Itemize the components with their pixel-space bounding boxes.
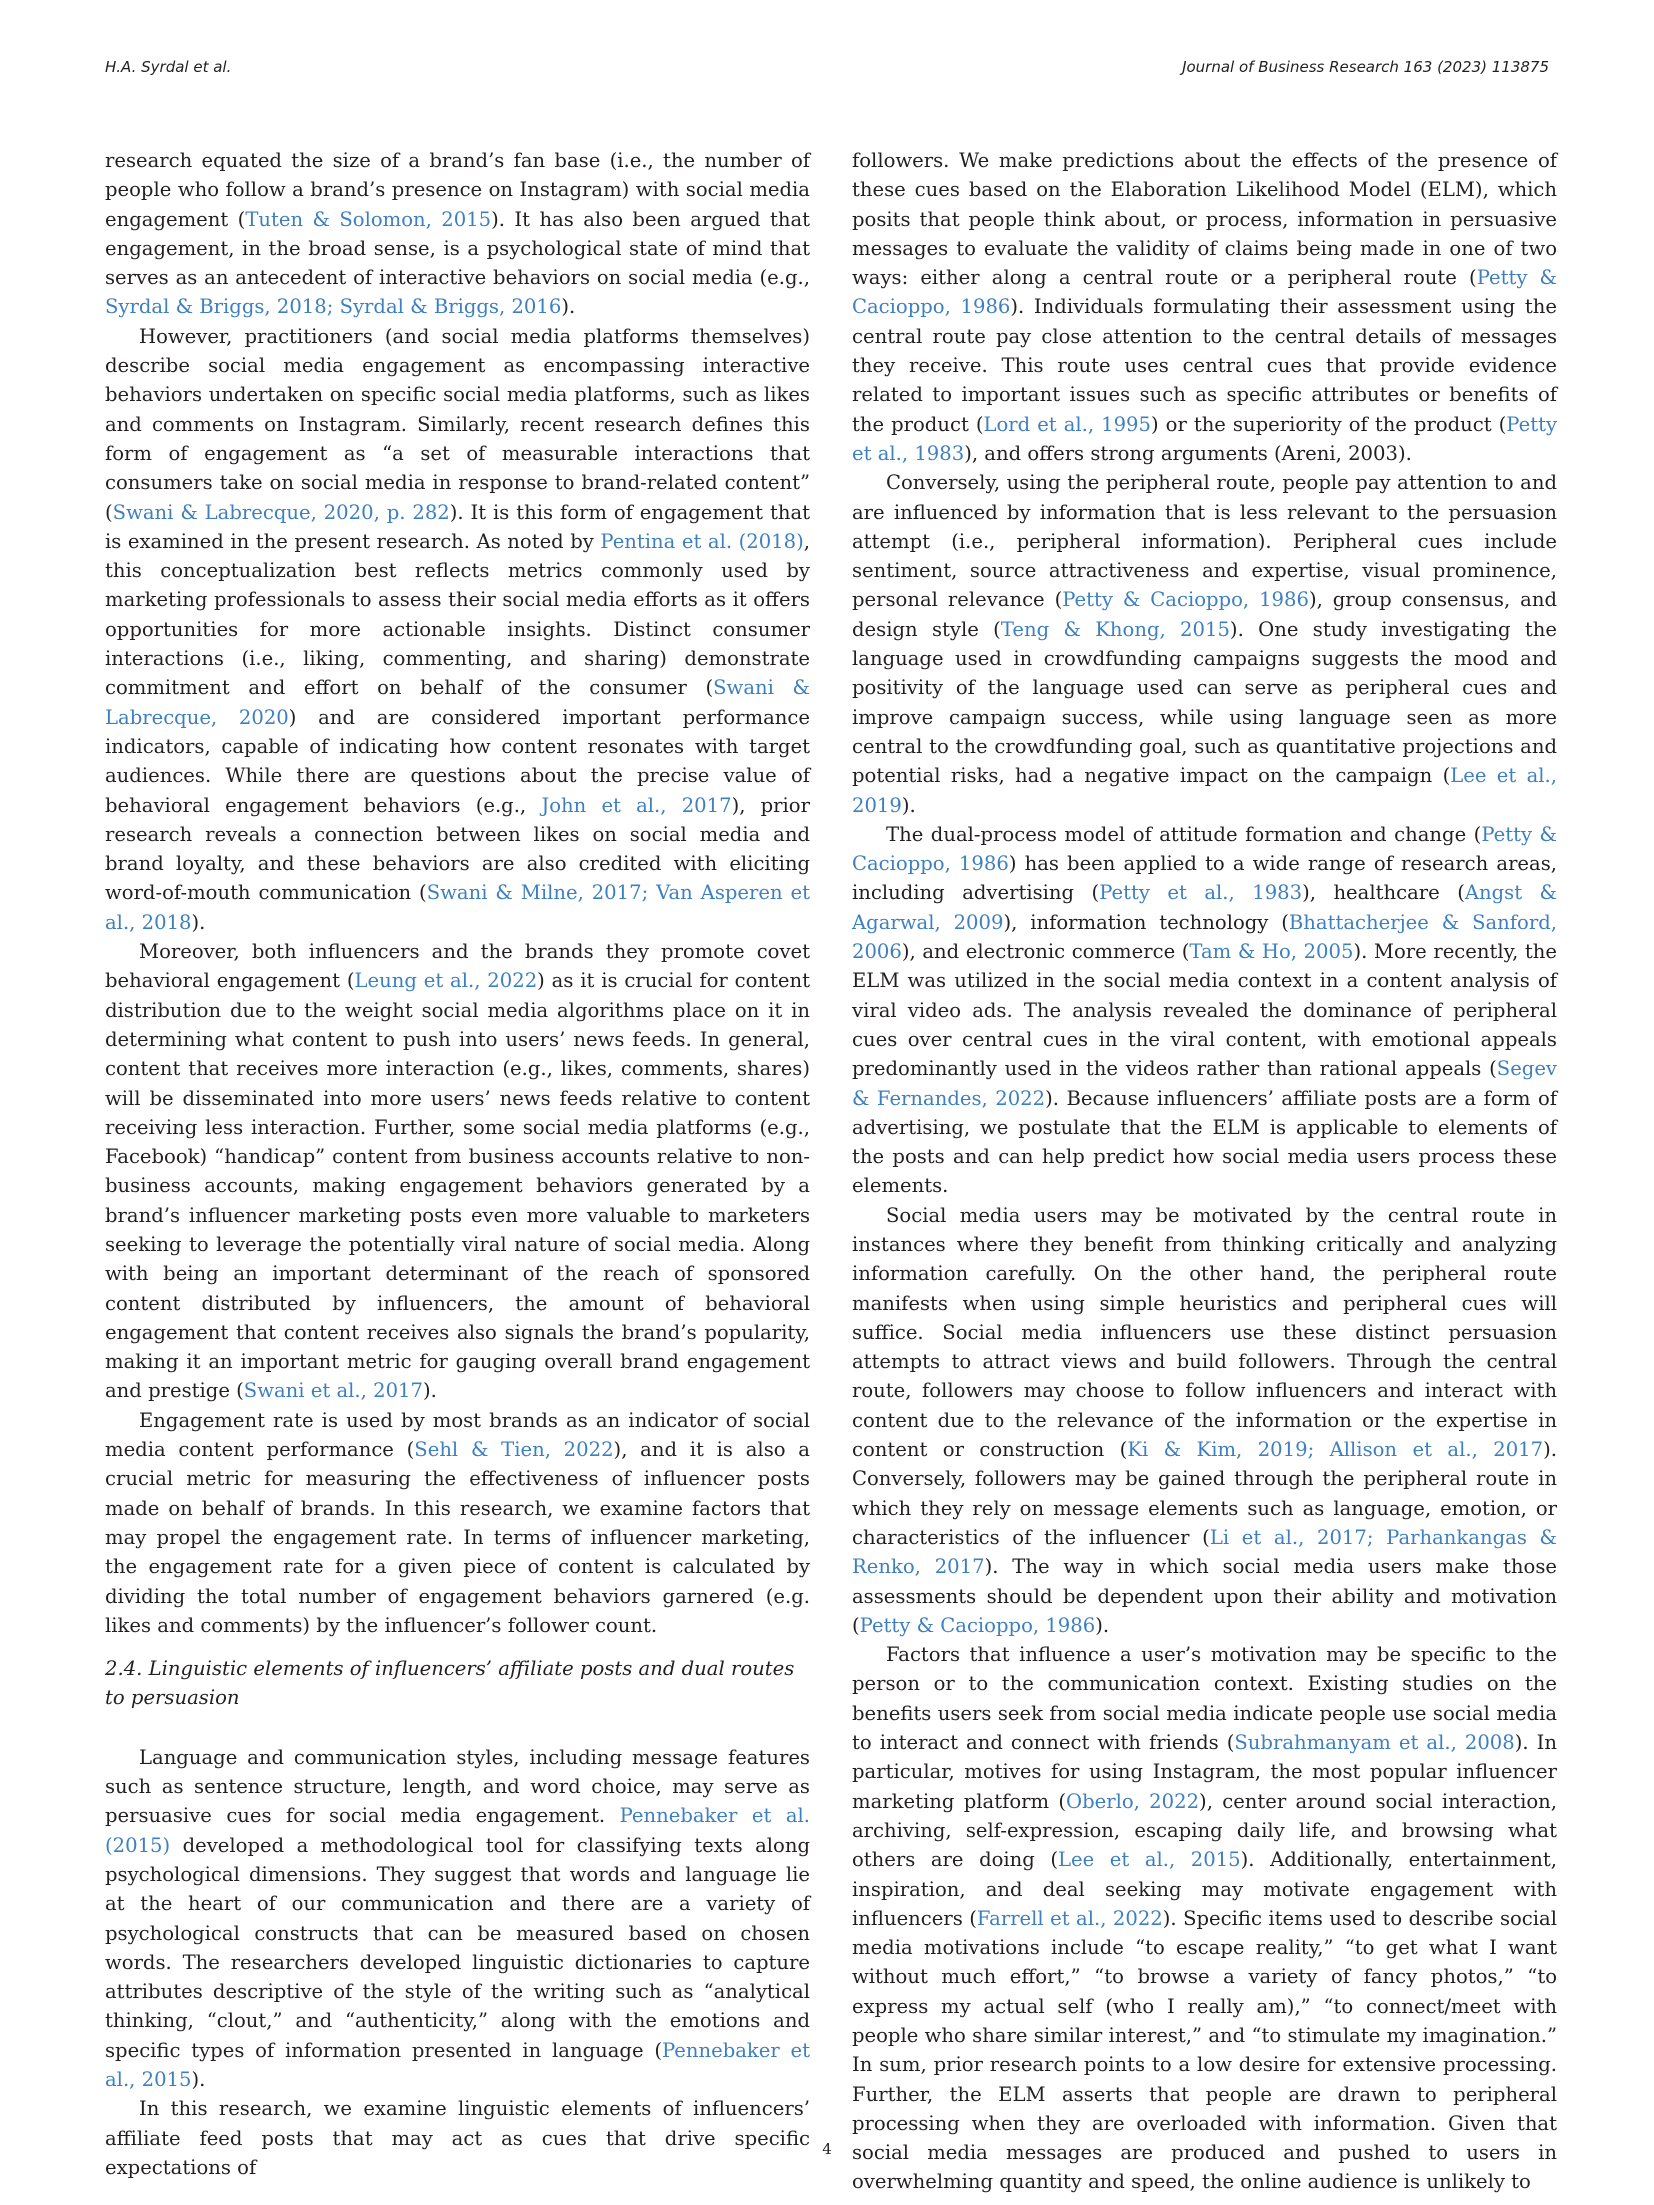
text-run: followers. We make predictions about the effects of the presence of these cues based on the Elaboration Likelihood Model (ELM), which posits that people think about, or process, information in persuasive messages to evaluate the validity of claims being made in one of two ways: either along a central route or a peripheral route (: [852, 149, 1557, 290]
text-run: ). In particular, motives for using Instagram, the most popular influencer marketing platform (: [852, 1731, 1557, 1813]
text-run: The dual-process model of attitude formation and change (: [886, 822, 1482, 846]
text-run: Engagement rate is used by most brands as an indicator of social media content performance (: [105, 1408, 810, 1462]
text-run: ). Additionally, entertainment, inspiration, and deal seeking may motivate engagement with influencers (: [852, 1848, 1557, 1930]
citation-link[interactable]: Tam & Ho, 2005: [1189, 940, 1354, 964]
text-run: ).: [422, 1379, 437, 1403]
citation-link[interactable]: Pennebaker et al., 2015: [105, 2038, 810, 2091]
text-run: ).: [1095, 1613, 1110, 1637]
citation-link[interactable]: Swani et al., 2017: [243, 1379, 423, 1403]
text-run: ). It has also been argued that engagement, in the broad sense, is a psychological state of mind that serves as an antecedent of interactive behaviors on social media (e.g.,: [105, 207, 810, 290]
citation-link[interactable]: Pentina et al. (2018): [600, 529, 804, 553]
text-run: ), group consensus, and design style (: [852, 588, 1557, 641]
citation-link[interactable]: Petty et al., 1983: [1099, 881, 1303, 905]
citation-link[interactable]: Swani & Labrecque, 2020: [105, 676, 810, 729]
citation-link[interactable]: Lee et al., 2015: [1058, 1848, 1241, 1872]
citation-link[interactable]: Bhattacherjee & Sanford, 2006: [852, 910, 1557, 964]
text-run: ). Specific items used to describe social media motivations include “to escape reality,” “to get what I want without much effort,” “to browse a variety of fancy photos,” “to express my actual self (who I really am),” “to connect/meet with people who share similar interest,” and “to stimulate my imagination.” In sum, prior research points to a low desire for extensive processing. Further, the ELM asserts that people are drawn to peripheral processing when they are overloaded with information. Given that social media messages are produced and pushed to users in overwhelming quantity and speed, the online audience is unlikely to: [852, 1906, 1557, 2194]
text-run: In this research, we examine linguistic elements of influencers’ affiliate feed posts that may act as cues that drive specific expectations of: [105, 2097, 810, 2179]
text-run: ). More recently, the ELM was utilized in the social media context in a content analysis of viral video ads. The analysis revealed the dominance of peripheral cues over central cues in the viral content, with emotional appeals predominantly used in the videos rather than rational appeals (: [852, 940, 1558, 1081]
citation-link[interactable]: Li et al., 2017; Parhankangas & Renko, 2017: [852, 1525, 1557, 1579]
text-run: ). The way in which social media users make those assessments should be dependent upon their ability and motivation (: [852, 1555, 1557, 1637]
text-run: ). One study investigating the language used in crowdfunding campaigns suggests the mood and positivity of the language used can serve as peripheral cues and improve campaign success, while using language seen as more central to the crowdfunding goal, such as quantitative projections and potential risks, had a negative impact on the campaign (: [852, 617, 1557, 788]
citation-link[interactable]: Petty & Cacioppo, 1986: [859, 1613, 1096, 1637]
paragraph: [105, 1406, 810, 1640]
citation-link[interactable]: Swani & Labrecque, 2020, p. 282: [112, 500, 450, 524]
running-head-authors: H.A. Syrdal et al.: [105, 58, 232, 76]
text-run: ). Because influencers’ affiliate posts are a form of advertising, we postulate that the ELM is applicable to elements of the posts and can help predict how social media users process these elements.: [852, 1086, 1558, 1198]
citation-link[interactable]: Leung et al., 2022: [354, 969, 538, 993]
paragraph: [852, 1201, 1557, 1640]
paragraph: [852, 820, 1557, 1201]
text-run: developed a methodological tool for classifying texts along psychological dimensions. They suggest that words and language lie at the heart of our communication and there are a variety of psychological constructs that can be measured based on chosen words. The researchers developed linguistic dictionaries to capture attributes descriptive of the style of the writing such as “analytical thinking, “clout,” and “authenticity,” along with the emotions and specific types of information presented in language (: [105, 1833, 810, 2062]
text-run: ), center around social interaction, archiving, self-expression, escaping daily life, and browsing what others are doing (: [852, 1789, 1557, 1872]
text-run: research equated the size of a brand’s fan base (i.e., the number of people who follow a brand’s presence on Instagram) with social media engagement (: [105, 149, 810, 231]
citation-link[interactable]: Teng & Khong, 2015: [1000, 617, 1230, 641]
paragraph: [105, 146, 810, 322]
citation-link[interactable]: Lord et al., 1995: [983, 412, 1151, 436]
text-run: ) and are considered important performance indicators, capable of indicating how content resonates with target audiences. While there are questions about the precise value of behavioral engagement behaviors (e.g.,: [105, 705, 810, 817]
citation-link[interactable]: Lee et al., 2019: [852, 764, 1557, 817]
citation-link[interactable]: Farrell et al., 2022: [976, 1906, 1163, 1930]
citation-link[interactable]: Oberlo, 2022: [1066, 1789, 1200, 1813]
paragraph: [105, 322, 810, 937]
citation-link[interactable]: Sehl & Tien, 2022: [414, 1438, 614, 1462]
text-run: , this conceptualization best reflects metrics commonly used by marketing professionals to assess their social media efforts as it offers opportunities for more actionable insights. Distinct consumer interactions (i.e., liking, commenting, and sharing) demonstrate commitment and effort on behalf of the consumer (: [105, 529, 810, 700]
text-run: ).: [561, 295, 576, 319]
citation-link[interactable]: John et al., 2017: [541, 793, 732, 817]
paragraph: [105, 2094, 810, 2182]
text-run: ), healthcare (: [1302, 881, 1465, 905]
text-run: Social media users may be motivated by the central route in instances where they benefit from thinking critically and analyzing information carefully. On the other hand, the peripheral route manifests when using simple heuristics and peripheral cues will suffice. Social media influencers use these distinct persuasion attempts to attract views and build followers. Through the central route, followers may choose to follow influencers and interact with content due to the relevance of the information or the expertise in content or construction (: [852, 1203, 1557, 1462]
text-run: ), and it is also a crucial metric for measuring the effectiveness of influencer posts made on behalf of brands. In this research, we examine factors that may propel the engagement rate. In terms of influencer marketing, the engagement rate for a given piece of content is calculated by dividing the total number of engagement behaviors garnered (e.g. likes and comments) by the influencer’s follower count.: [105, 1438, 810, 1637]
text-run: ), and electronic commerce (: [901, 940, 1190, 964]
paragraph: [852, 468, 1557, 820]
text-run: Language and communication styles, including message features such as sentence structure, length, and word choice, may serve as persuasive cues for social media engagement.: [105, 1745, 810, 1828]
text-run: ).: [191, 910, 206, 934]
citation-link[interactable]: Subrahmanyam et al., 2008: [1234, 1731, 1515, 1755]
citation-link[interactable]: Petty & Cacioppo, 1986: [852, 266, 1557, 319]
citation-link[interactable]: Segev & Fernandes, 2022: [852, 1057, 1557, 1110]
text-run: ). Conversely, followers may be gained through the peripheral route in which they rely on message elements such as language, emotion, or characteristics of the influencer (: [852, 1438, 1557, 1549]
text-run: ).: [191, 2068, 206, 2091]
citation-link[interactable]: Pennebaker et al. (2015): [105, 1804, 810, 1857]
citation-link[interactable]: Petty et al., 1983: [852, 412, 1558, 465]
paragraph: [105, 1743, 810, 2095]
paragraph: [105, 937, 810, 1406]
text-run: ).: [901, 793, 916, 817]
section-heading: 2.4. Linguistic elements of influencers’ affiliate posts and dual routes to persuasion: [105, 1657, 795, 1710]
text-run: ) or the superiority of the product (: [1150, 412, 1507, 436]
right-column: [852, 146, 1557, 2197]
citation-link[interactable]: Petty & Cacioppo, 1986: [1062, 588, 1309, 612]
citation-link[interactable]: Angst & Agarwal, 2009: [852, 881, 1558, 934]
text-run: ), and offers strong arguments (Areni, 2003).: [964, 441, 1412, 465]
page-number: 4: [822, 2140, 832, 2158]
paragraph: [852, 146, 1557, 468]
text-run: Conversely, using the peripheral route, people pay attention to and are influenced by information that is less relevant to the persuasion attempt (i.e., peripheral information). Peripheral cues include sentiment, source attractiveness and expertise, visual prominence, personal relevance (: [852, 471, 1557, 612]
text-run: ). Individuals formulating their assessment using the central route pay close attention to the central details of messages they receive. This route uses central cues that provide evidence related to important issues such as specific attributes or benefits of the product (: [852, 295, 1557, 436]
citation-link[interactable]: Petty & Cacioppo, 1986: [852, 822, 1557, 876]
text-run: ) as it is crucial for content distribution due to the weight social media algorithms place on it in determining what content to push into users’ news feeds. In general, content that receives more interaction (e.g., likes, comments, shares) will be disseminated into more users’ news feeds relative to content receiving less interaction. Further, some social media platforms (e.g., Facebook) “handicap” content from business accounts relative to non-business accounts, making engagement behaviors generated by a brand’s influencer marketing posts even more valuable to marketers seeking to leverage the potentially viral nature of social media. Along with being an important determinant of the reach of sponsored content distributed by influencers, the amount of behavioral engagement that content receives also signals the brand’s popularity, making it an important metric for gauging overall brand engagement and prestige (: [105, 969, 810, 1403]
text-run: ), prior research reveals a connection between likes on social media and brand loyalty, and these behaviors are also credited with eliciting word-of-mouth communication (: [105, 793, 810, 905]
running-head-journal: Journal of Business Research 163 (2023) 113875: [1182, 58, 1549, 76]
text-run: Moreover, both influencers and the brands they promote covet behavioral engagement (: [105, 940, 810, 993]
citation-link[interactable]: Syrdal & Briggs, 2018; Syrdal & Briggs, 2016: [105, 295, 562, 319]
left-column: [105, 146, 810, 2182]
citation-link[interactable]: Tuten & Solomon, 2015: [245, 207, 492, 231]
text-run: Factors that influence a user’s motivation may be specific to the person or to the communication context. Existing studies on the benefits users seek from social media indicate people use social media to interact and connect with friends (: [852, 1643, 1557, 1755]
citation-link[interactable]: Ki & Kim, 2019; Allison et al., 2017: [1127, 1438, 1544, 1462]
citation-link[interactable]: Swani & Milne, 2017; Van Asperen et al., 2018: [105, 881, 810, 934]
text-run: ), information technology (: [1003, 910, 1289, 934]
text-run: ). It is this form of engagement that is examined in the present research. As noted by: [105, 500, 810, 553]
text-run: However, practitioners (and social media platforms themselves) describe social media engagement as encompassing interactive behaviors undertaken on specific social media platforms, such as likes and comments on Instagram. Similarly, recent research defines this form of engagement as “a set of measurable interactions that consumers take on social media in response to brand-related content” (: [105, 324, 810, 524]
text-run: ) has been applied to a wide range of research areas, including advertising (: [852, 852, 1557, 905]
paragraph: [852, 1640, 1557, 2197]
